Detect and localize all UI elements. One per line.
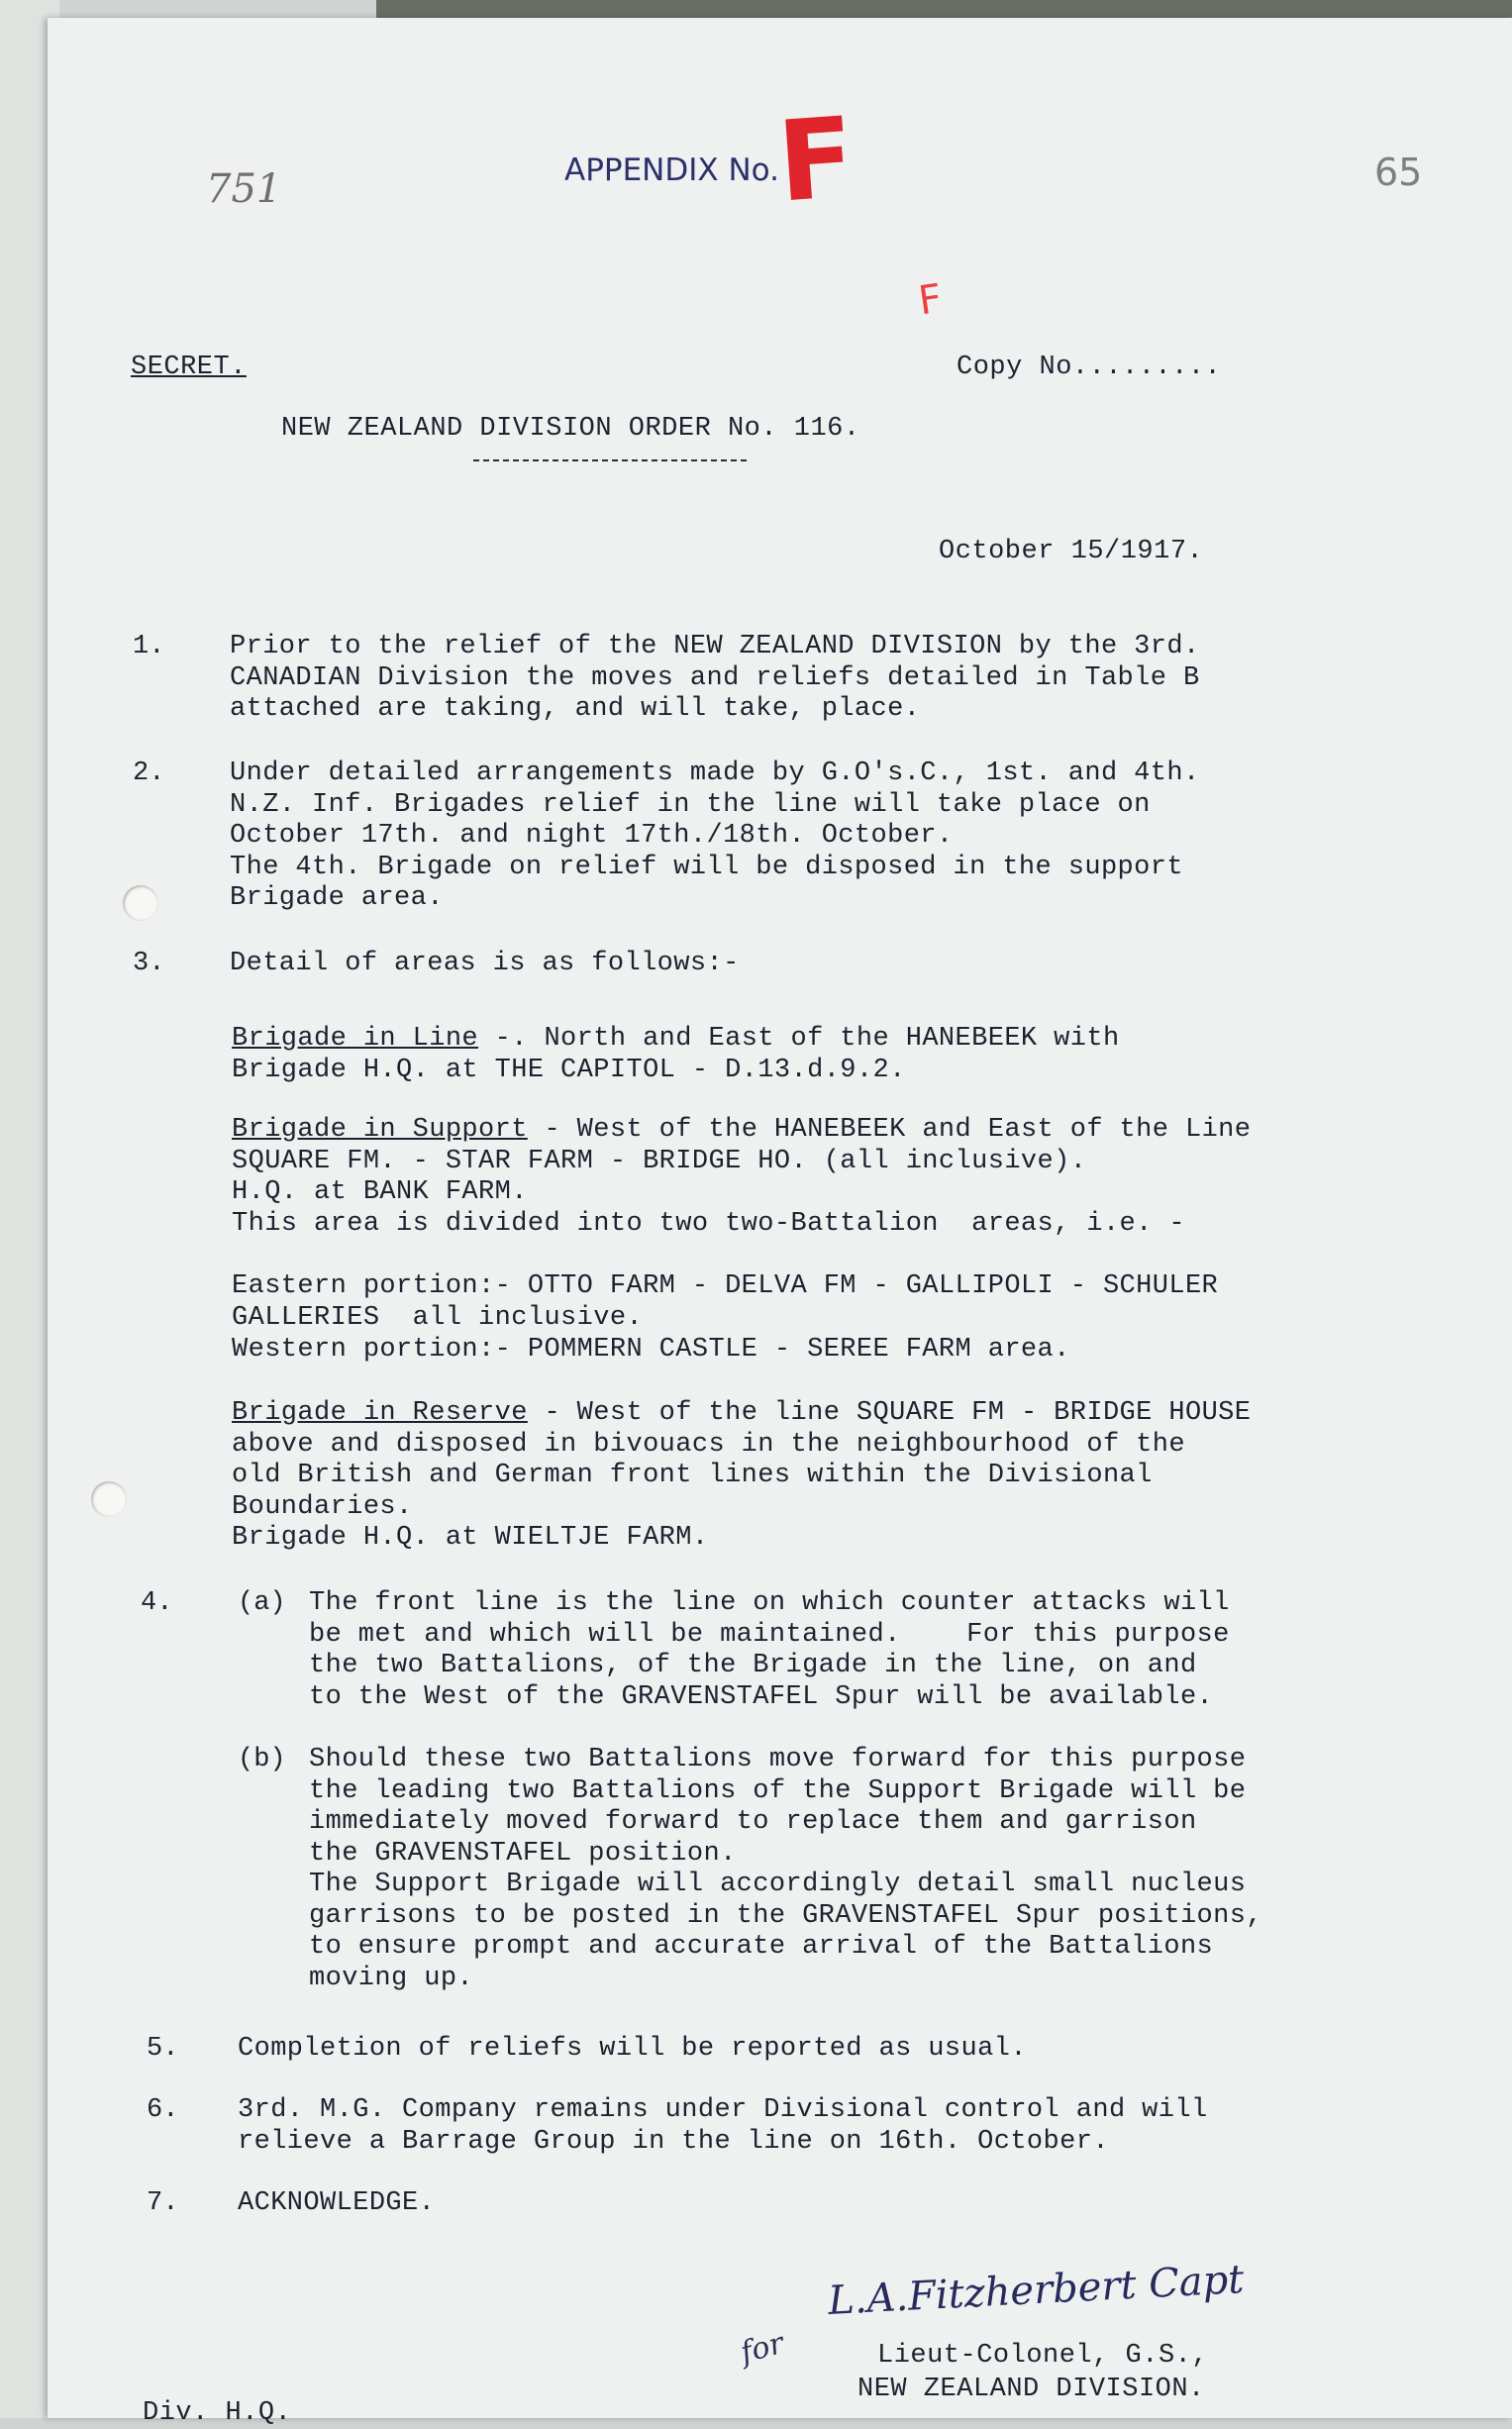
page-number: 65 — [1374, 151, 1423, 194]
paragraph-number: 4. — [141, 1588, 173, 1618]
title-underline — [473, 459, 747, 461]
paragraph-1: Prior to the relief of the NEW ZEALAND DIVISION by the 3rd. CANADIAN Division the moves and reliefs detailed in Table B attached are taking, and will take, place. — [230, 632, 1200, 724]
paragraph-2: Under detailed arrangements made by G.O's.C., 1st. and 4th. N.Z. Inf. Brigades relief in the line will take place on October 17th. and night 17th./18th. October. The 4th. Brigade on relief will be disposed in the support Brigade area. — [230, 759, 1200, 913]
brigade-in-line-text: -. North and East of the HANEBEEK with Brigade H.Q. at THE CAPITOL - D.13.d.9.2. — [232, 1024, 1120, 1085]
brigade-in-reserve-text: - West of the line SQUARE FM - BRIDGE HOUSE above and disposed in bivouacs in the neighbourhood of the old British and German front lines within the Divisional Boundaries. Brigade H.Q. at WIELTJE FARM. — [232, 1398, 1252, 1553]
subparagraph-b-label: (b) — [238, 1745, 286, 1774]
order-title: NEW ZEALAND DIVISION ORDER No. 116. — [281, 414, 860, 444]
paragraph-3: Detail of areas is as follows:- — [230, 949, 740, 978]
paragraph-5: Completion of reliefs will be reported as usual. — [238, 2034, 1027, 2064]
paragraph-number: 7. — [147, 2188, 179, 2218]
brigade-in-line — [232, 1024, 1120, 1086]
for-mark: for — [737, 2325, 788, 2372]
punch-hole — [91, 1481, 127, 1517]
signatory-rank: Lieut-Colonel, G.S., — [877, 2341, 1209, 2371]
brigade-in-reserve — [232, 1398, 1251, 1555]
brigade-in-support-heading: Brigade in Support — [232, 1115, 528, 1145]
brigade-in-line-heading: Brigade in Line — [232, 1024, 479, 1054]
punch-hole — [123, 885, 158, 921]
brigade-in-support — [232, 1115, 1251, 1240]
appendix-letter: F — [773, 93, 858, 228]
paragraph-number: 5. — [147, 2034, 179, 2064]
paragraph-number: 1. — [133, 632, 165, 661]
paragraph-7: ACKNOWLEDGE. — [238, 2188, 436, 2218]
paragraph-number: 3. — [133, 949, 165, 978]
paragraph-number: 2. — [133, 759, 165, 788]
brigade-in-support-text: - West of the HANEBEEK and East of the Line SQUARE FM. - STAR FARM - BRIDGE HO. (all inclusive). H.Q. at BANK FARM. This area is divided into two two-Battalion areas, i.e. - — [232, 1115, 1252, 1239]
div-hq-label: Div. H.Q. — [143, 2398, 292, 2428]
order-date: October 15/1917. — [939, 537, 1204, 566]
appendix-label: APPENDIX No. — [564, 152, 779, 188]
subparagraph-a: The front line is the line on which counter attacks will be met and which will be maintained. For this purpose the two Battalions, of the Brigade in the line, on and to the West of the GRAVENSTAFEL Spur will be available. — [309, 1588, 1230, 1712]
handwritten-reference: 751 — [206, 166, 282, 212]
red-mark: F — [915, 275, 946, 325]
document-page — [48, 18, 1512, 2428]
signatory-unit: NEW ZEALAND DIVISION. — [857, 2375, 1205, 2404]
secret-label: SECRET. — [131, 353, 247, 382]
subparagraph-a-label: (a) — [238, 1588, 286, 1618]
copy-number: Copy No......... — [957, 353, 1222, 382]
paragraph-6: 3rd. M.G. Company remains under Divisional control and will relieve a Barrage Group in the line on 16th. October. — [238, 2095, 1208, 2157]
eastern-portion: Eastern portion:- OTTO FARM - DELVA FM - GALLIPOLI - SCHULER GALLERIES all inclusive. — [232, 1271, 1219, 1333]
subparagraph-b: Should these two Battalions move forward for this purpose the leading two Battalions of the Support Brigade will be immediately moved forward to replace them and garrison the GRAVENSTAFEL position. The Support Brigade will accordingly detail small nucleus garrisons to be posted in the GRAVENSTAFEL Spur positions, to ensure prompt and accurate arrival of the Battalions moving up. — [309, 1745, 1262, 1993]
brigade-in-reserve-heading: Brigade in Reserve — [232, 1398, 528, 1428]
handwritten-signature: L.A.Fitzherbert Capt — [827, 2257, 1246, 2324]
paragraph-number: 6. — [147, 2095, 179, 2125]
western-portion: Western portion:- POMMERN CASTLE - SEREE FARM area. — [232, 1335, 1070, 1365]
